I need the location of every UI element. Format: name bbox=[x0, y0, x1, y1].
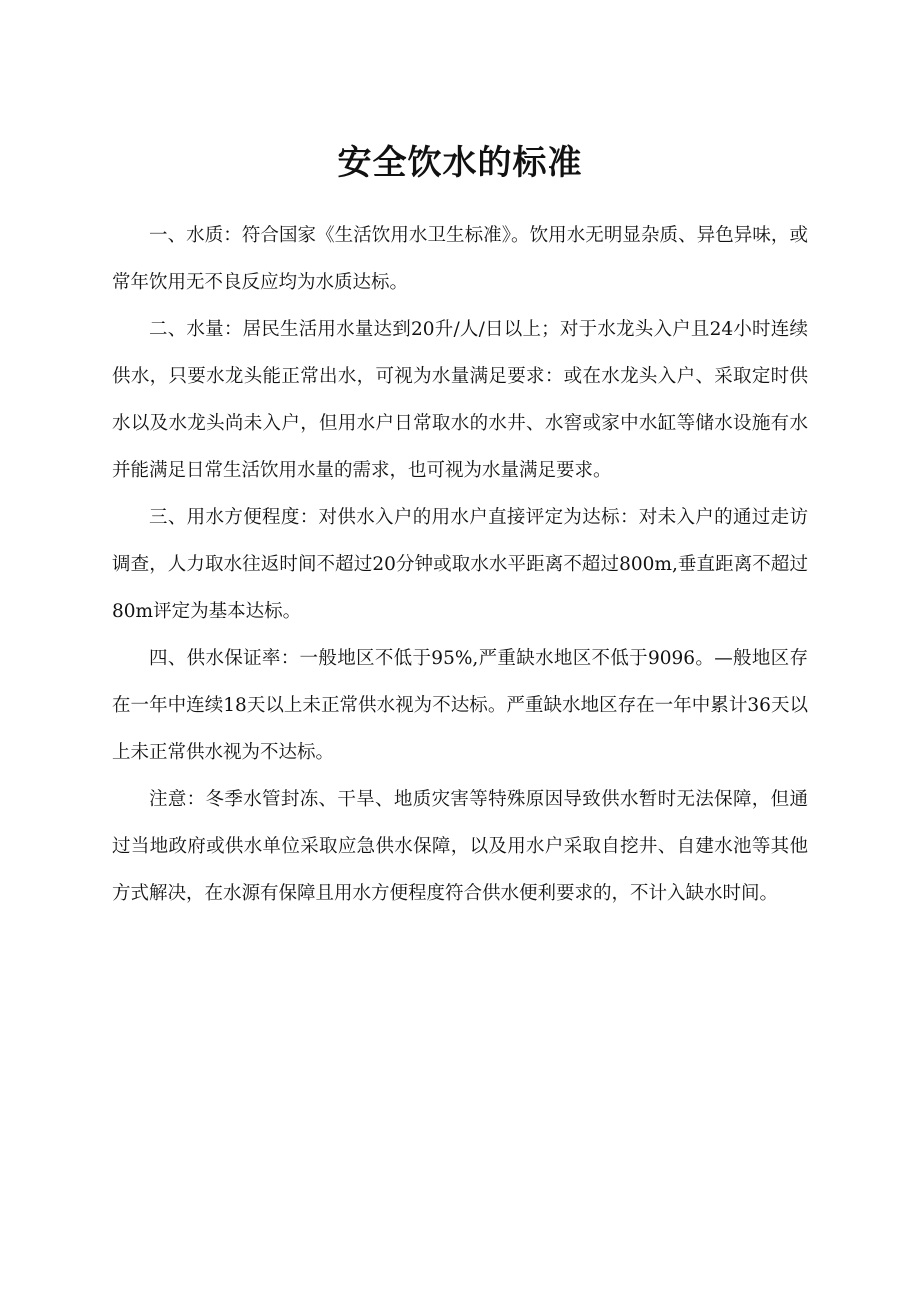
paragraph-supply-guarantee-rate: 四、供水保证率：一般地区不低于95%,严重缺水地区不低于9096。—般地区存在一年中连续18天以上未正常供水视为不达标。严重缺水地区存在一年中累计36天以上未正常供水视为不达标。 bbox=[112, 648, 808, 763]
paragraph-note: 注意：冬季水管封冻、干旱、地质灾害等特殊原因导致供水暂时无法保障，但通过当地政府或供水单位采取应急供水保障，以及用水户采取自挖井、自建水池等其他方式解决，在水源有保障且用水方便程度符合供水便利要求的，不计入缺水时间。 bbox=[112, 789, 808, 904]
paragraph-water-quantity: 二、水量：居民生活用水量达到20升/人/日以上；对于水龙头入户且24小时连续供水，只要水龙头能正常出水，可视为水量满足要求：或在水龙头入户、采取定时供水以及水龙头尚未入户，但用水户日常取水的水井、水窖或家中水缸等储水设施有水并能满足日常生活饮用水量的需求，也可视为水量满足要求。 bbox=[112, 319, 808, 481]
document-body bbox=[112, 212, 808, 917]
document-title: 安全饮水的标准 bbox=[337, 142, 583, 183]
paragraph-water-quality: 一、水质：符合国家《生活饮用水卫生标准》。饮用水无明显杂质、异色异味，或常年饮用无不良反应均为水质达标。 bbox=[112, 225, 808, 293]
paragraph-water-convenience: 三、用水方便程度：对供水入户的用水户直接评定为达标：对未入户的通过走访调查，人力取水往返时间不超过20分钟或取水水平距离不超过800m,垂直距离不超过80m评定为基本达标。 bbox=[112, 507, 808, 622]
